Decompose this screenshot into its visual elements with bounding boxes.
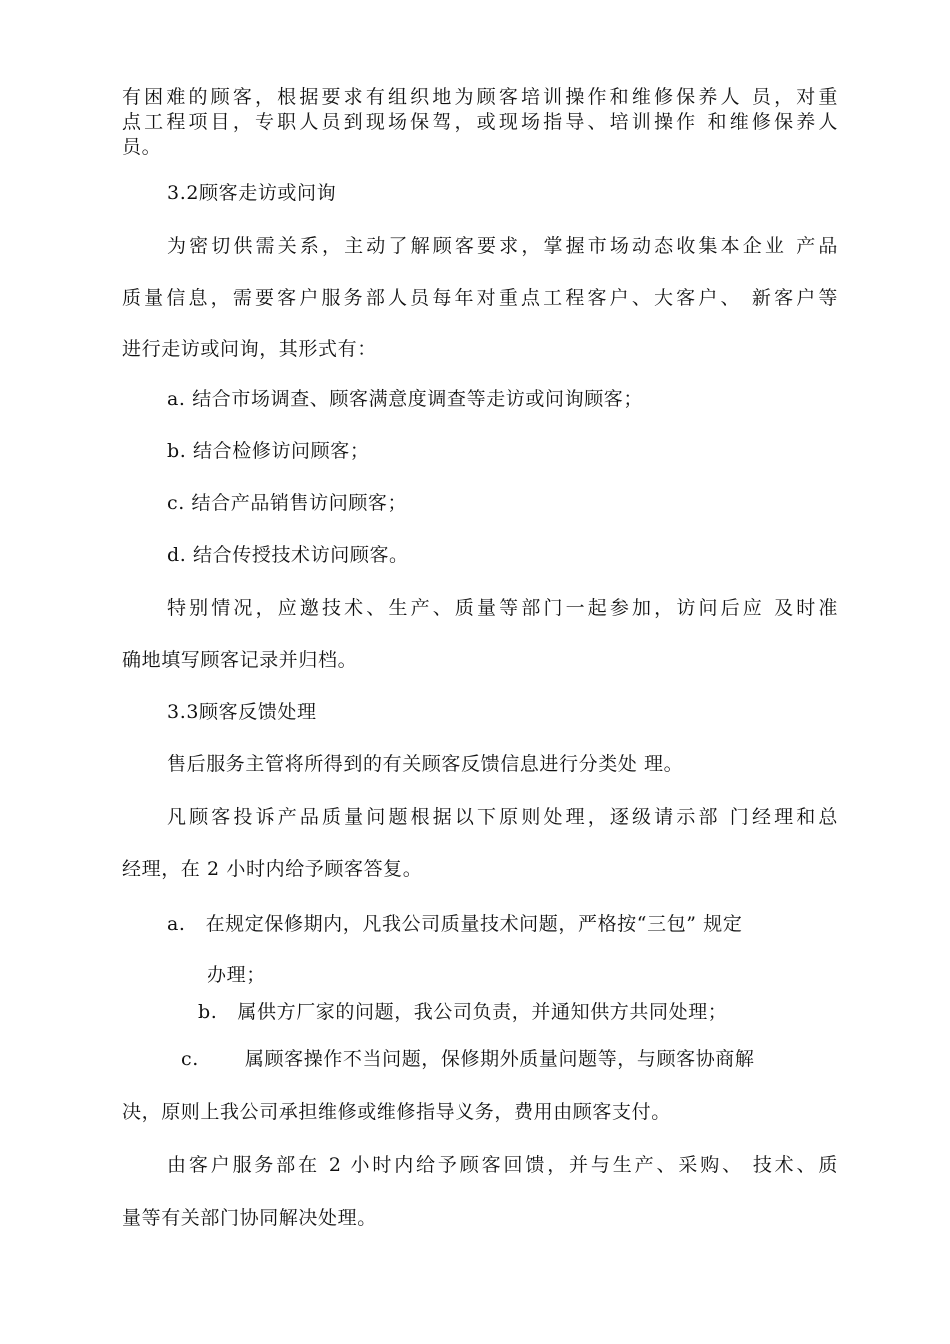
paragraph-line: 售后服务主管将所得到的有关顾客反馈信息进行分类处 理。 (167, 753, 684, 775)
list-marker: a. (167, 913, 186, 935)
paragraph-line: 点工程项目，专职人员到现场保驾，或现场指导、培训操作 和维修保养人 (122, 111, 838, 133)
paragraph-line: 经理，在 2 小时内给予顾客答复。 (122, 858, 423, 880)
paragraph-line: 质量信息，需要客户服务部人员每年对重点工程客户、大客户、 新客户等 (122, 287, 838, 309)
list-item-continuation: 办理； (207, 964, 266, 986)
list-item-text: 属顾客操作不当问题，保修期外质量问题等，与顾客协商解 (244, 1048, 755, 1070)
list-item: c. 结合产品销售访问顾客； (167, 492, 408, 514)
paragraph-line: 决，原则上我公司承担维修或维修指导义务，费用由顾客支付。 (122, 1101, 671, 1123)
paragraph-line: 员。 (122, 136, 162, 158)
list-item: d. 结合传授技术访问顾客。 (167, 544, 409, 566)
list-item-a (167, 913, 838, 935)
section-heading-3-3: 3.3顾客反馈处理 (167, 701, 317, 723)
list-item: a. 结合市场调查、顾客满意度调查等走访或问询顾客； (167, 388, 644, 410)
list-item-text: 在规定保修期内，凡我公司质量技术问题，严格按“三包” 规定 (205, 913, 743, 935)
paragraph-line: 确地填写顾客记录并归档。 (122, 649, 358, 671)
list-marker: b. (198, 1001, 218, 1023)
list-item-b (198, 1001, 838, 1023)
section-heading-3-2: 3.2顾客走访或问询 (167, 182, 337, 204)
list-marker: c. (181, 1048, 199, 1070)
paragraph-line: 由客户服务部在 2 小时内给予顾客回馈，并与生产、采购、 技术、质 (167, 1154, 838, 1176)
paragraph-line: 进行走访或问询，其形式有： (122, 338, 377, 360)
paragraph-line: 量等有关部门协同解决处理。 (122, 1207, 377, 1229)
list-item-text: 属供方厂家的问题，我公司负责，并通知供方共同处理； (237, 1001, 728, 1023)
paragraph-line: 为密切供需关系，主动了解顾客要求，掌握市场动态收集本企业 产品 (167, 235, 838, 257)
paragraph-line: 凡顾客投诉产品质量问题根据以下原则处理，逐级请示部 门经理和总 (167, 806, 838, 828)
list-item: b. 结合检修访问顾客； (167, 440, 370, 462)
list-item-c (181, 1048, 838, 1070)
paragraph-line: 有困难的顾客，根据要求有组织地为顾客培训操作和维修保养人 员，对重 (122, 86, 838, 108)
paragraph-line: 特别情况，应邀技术、生产、质量等部门一起参加，访问后应 及时准 (167, 597, 838, 619)
